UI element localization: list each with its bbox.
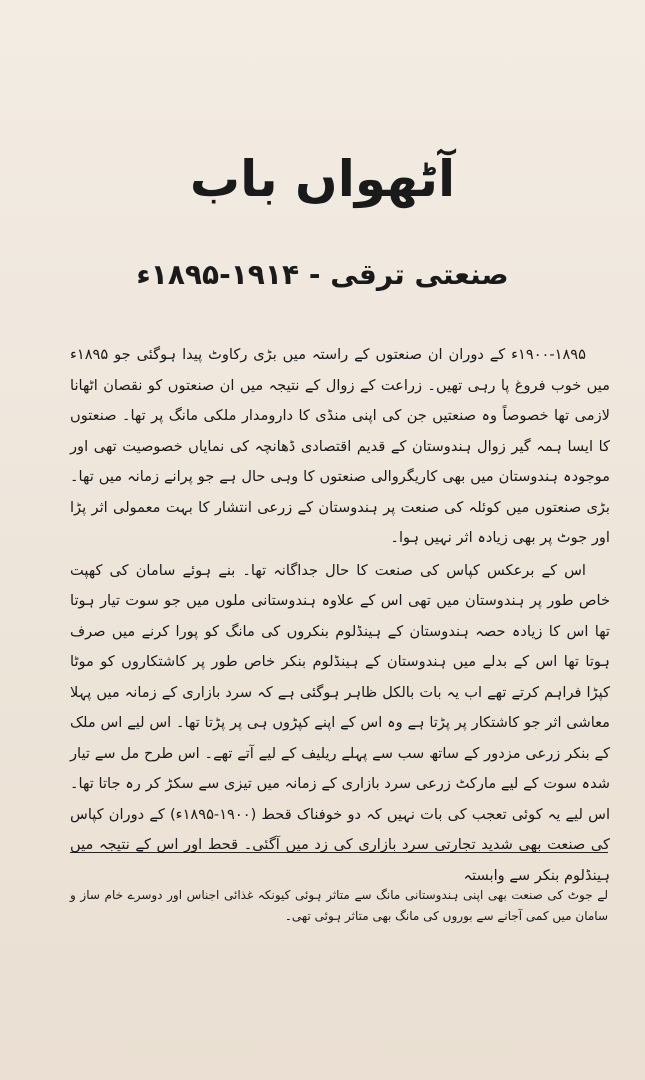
paragraph: ۱۹۰۰-۱۸۹۵ء کے دوران ان صنعتوں کے راستہ میں بڑی رکاوٹ پیدا ہوگئی جو ۱۸۹۵ء میں خوب فروغ پا رہی تھیں۔ زراعت کے زوال کے نتیجہ میں ان صنعتوں کو نقصان اٹھانا لازمی تھا خصوصاً وہ صنعتیں جن کی اپنی منڈی کا دارومدار ملکی مانگ پر تھا۔ صنعتوں کا ایسا ہمہ گیر زوال ہندوستان کے قدیم اقتصادی ڈھانچہ کی نمایاں خصوصیت تھی اور موجودہ ہندوستان میں بھی کاریگروالی صنعتوں کا وہی حال ہے جو پرانے زمانہ میں تھا۔ بڑی صنعتوں میں کوئلہ کی صنعت پر ہندوستان کے زرعی انتشار کا بہت معمولی اثر پڑا اور جوٹ پر بھی زیادہ اثر نہیں ہوا۔ [70, 346, 610, 546]
paragraph: اس کے برعکس کپاس کی صنعت کا حال جداگانہ تھا۔ بنے ہوئے سامان کی کھپت خاص طور پر ہندوستان میں تھی اس کے علاوہ ہندوستانی ملوں میں جو سوت تیار ہوتا تھا اس کا زیادہ حصہ ہندوستان کے ہینڈلوم بنکروں کی مانگ کو پورا کرنے میں صرف ہوتا تھا اس کے بدلے میں ہندوستان کے ہینڈلوم بنکر خاص طور پر کاشتکاروں کو موٹا کپڑا فراہم کرتے تھے اب یہ بات بالکل ظاہر ہوگئی ہے کہ سرد بازاری کے زمانہ میں پہلا معاشی اثر جو کاشتکار پر پڑتا ہے وہ اس کے اپنے کپڑوں ہی پر پڑتا تھا۔ اس لیے اس ملک کے بنکر زرعی مزدور کے ساتھ سب سے پہلے ریلیف کے لیے آتے تھے۔ اس طرح مل سے تیار شدہ سوت کے لیے مارکٹ زرعی سرد بازاری کے زمانہ میں تیزی سے سکڑ کر رہ جاتا تھا۔ اس لیے یہ کوئی تعجب کی بات نہیں کہ دو خوفناک قحط (۱۹۰۰-۱۸۹۵ء) کے دوران کپاس کی صنعت بھی شدید تجارتی سرد بازاری کی زد میں آگئی۔ قحط اور اس کے نتیجہ میں ہینڈلوم بنکر سے وابستہ [70, 561, 610, 884]
chapter-title: آٹھواں باب [189, 150, 456, 208]
chapter-subtitle: صنعتی ترقی - ۱۹۱۴-۱۸۹۵ء [136, 258, 509, 291]
footnote-divider [70, 852, 608, 853]
footnote: لے جوٹ کی صنعت بھی اپنی ہندوستانی مانگ سے متاثر ہوئی کیونکہ غذائی اجناس اور دوسرے خام ساز و سامان میں کمی آجانے سے بوروں کی مانگ بھی متاثر ہوئی تھی۔ [70, 888, 608, 923]
body-text [70, 340, 610, 891]
